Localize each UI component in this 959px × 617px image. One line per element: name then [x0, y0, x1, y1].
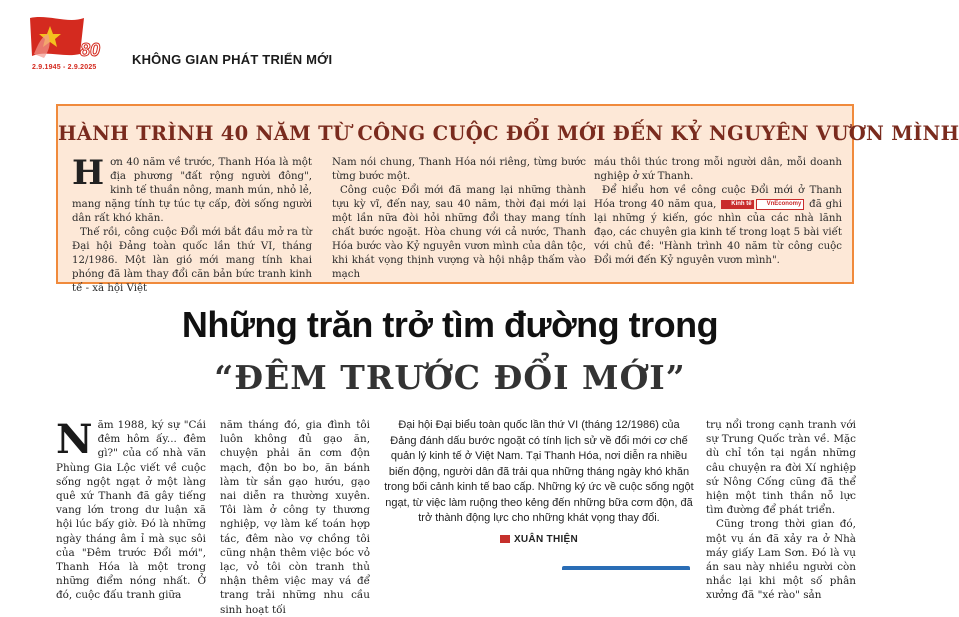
logo-number: 80 [80, 40, 101, 60]
intro-paragraph: Thế rồi, công cuộc Đổi mới bắt đầu mở ra từ Đại hội Đảng toàn quốc lần thứ VI, tháng 12/1986. Một làn gió mới mang tính khai phóng đã làm thay đổi căn bản bức tranh kinh tế - xã hội Việt [72, 227, 312, 294]
body-paragraph: năm tháng đó, gia đình tôi luôn không đủ gạo ăn, chuyện phải ăn cơm độn mạch, độn bo bo, ăn bánh làm từ sắn gạo hướu, gạo nai diễn ra thường xuyên. Tôi làm ở công ty thương nghiệp, vợ làm kế toán hợp tác, đêm nào vợ chồng tôi cũng nhận thêm việc bóc vỏ lạc, vỏ tôi còn tranh thủ nhận thêm việc may vá để trang trải những nhu cầu sinh hoạt tối [220, 419, 370, 616]
body-paragraph: Cũng trong thời gian đó, một vụ án đã xảy ra ở Nhà máy giấy Lam Sơn. Đó là vụ án sau này nhiều người còn nhắc lại khi một số phân xưởng đã "xé rào" sản [706, 518, 856, 602]
intro-dropcap: H [72, 153, 105, 193]
body-paragraph: ăm 1988, ký sự "Cái đêm hôm ấy... đêm gì?" của cố nhà văn Phùng Gia Lộc viết về cuộc sống ngột ngạt ở một làng quê xứ Thanh đã gây tiếng vang lớn trong dư luận xã hội lúc bấy giờ. Đó là những ngày tháng âm ỉ mà sục sôi của "Đêm trước Đổi mới", Thanh Hóa là một trong những điểm nóng nhất. Ở đó, cuộc đấu tranh giữa [56, 419, 206, 602]
intro-paragraph: Để hiểu hơn về công cuộc Đổi mới ở Thanh Hóa trong 40 năm qua, [594, 185, 842, 210]
intro-column-1 [72, 153, 312, 296]
image-caption-bar [562, 566, 690, 570]
body-column-4 [706, 418, 856, 603]
section-title: KHÔNG GIAN PHÁT TRIỂN MỚI [132, 52, 333, 67]
intro-column-3 [594, 156, 842, 268]
body-column-1 [56, 418, 206, 603]
intro-paragraph: đã ghi lại những ý kiến, góc nhìn của các nhà lãnh đạo, các chuyên gia kinh tế trong loạt 5 bài viết với chủ đề: "Hành trình 40 năm từ công cuộc Đổi mới đến Kỷ nguyên vươn mình". [594, 199, 842, 266]
article-byline [384, 534, 694, 545]
kinhte-logo: Kinh tế [721, 200, 753, 209]
intro-paragraph: máu thôi thúc trong mỗi người dân, mỗi doanh nghiệp ở xứ Thanh. [594, 157, 842, 182]
headline-line-1: Những trăn trở tìm đường trong [181, 304, 719, 345]
anniversary-dates: 2.9.1945 - 2.9.2025 [32, 64, 97, 71]
byline-icon [500, 535, 510, 543]
page-header [28, 14, 333, 76]
intro-paragraph: Nam nói chung, Thanh Hóa nói riêng, từng bước từng bước một. [332, 157, 586, 182]
headline-line-2: “ĐÊM TRƯỚC ĐỔI MỚI” [214, 358, 686, 397]
body-column-2 [220, 418, 370, 617]
author-name: XUÂN THIỆN [513, 534, 579, 545]
body-dropcap: N [56, 416, 93, 463]
series-title: HÀNH TRÌNH 40 NĂM TỪ CÔNG CUỘC ĐỔI MỚI ĐẾN KỶ NGUYÊN VƯƠN MÌNH [58, 122, 959, 145]
body-paragraph: trụ nổi trong cạnh tranh với sự Trung Quốc tràn về. Mặc dù chỉ tồn tại ngắn những câu chuyện ra đời Xí nghiệp sứ Nông Cống cũng đã thể hiện một tinh thần nỗ lực tìm đường để phát triển. [706, 419, 856, 517]
intro-paragraph: ơn 40 năm về trước, Thanh Hóa là một địa phương "đất rộng người đông", kinh tế thuần nông, manh mún, nhỏ lẻ, mang nặng tính tự túc tự cấp, đời sống người dân rất khó khăn. [72, 157, 312, 224]
article-lede: Đại hội Đại biểu toàn quốc lần thứ VI (tháng 12/1986) của Đảng đánh dấu bước ngoặt có tính lịch sử về đổi mới cơ chế quản lý kinh tế ở Việt Nam. Tại Thanh Hóa, nơi diễn ra nhiều biến động, người dân đã trải qua những tháng ngày khó khăn trong bối cảnh kinh tế bao cấp. Những ký ức về cuộc sống ngột ngạt, từ việc làm ruộng theo kẻng đến những bữa cơm độn, đã trở thành động lực cho những khát vọng thay đổi. [384, 419, 694, 524]
intro-paragraph: Công cuộc Đổi mới đã mang lại những thành tựu kỳ vĩ, đến nay, sau 40 năm, thời đại mới lại một lần nữa đòi hỏi những đổi thay mang tính chất bước ngoặt. Hòa chung với cả nước, Thanh Hóa bước vào Kỷ nguyên vươn mình của dân tộc, khi khát vọng thịnh vượng và hội nhập thấm vào mạch [332, 185, 586, 280]
vneconomy-logo: VnEconomy [756, 199, 805, 210]
series-intro-box [56, 104, 959, 294]
intro-column-2 [332, 156, 586, 282]
